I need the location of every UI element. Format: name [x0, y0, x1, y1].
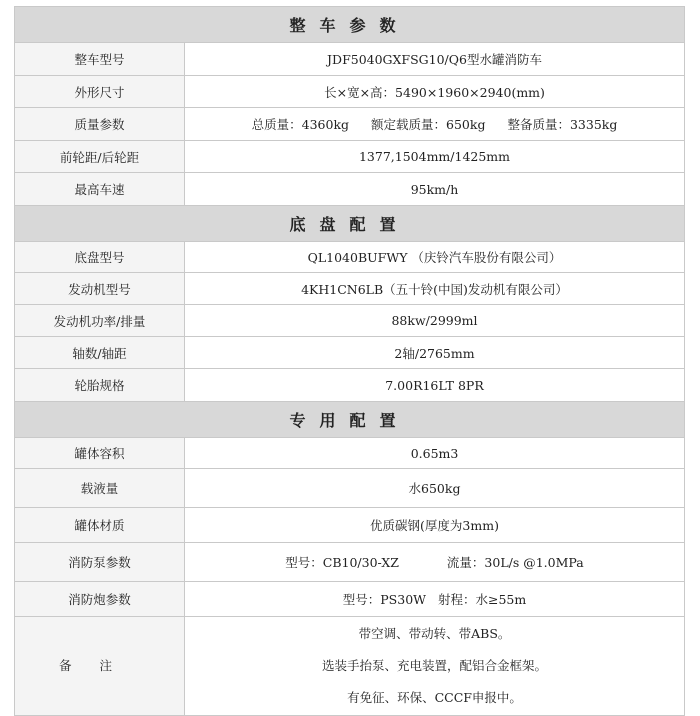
- notes-line-1: 带空调、带动转、带ABS。: [358, 626, 511, 641]
- track-label: 前轮距/后轮距: [15, 141, 185, 173]
- section-header-vehicle: [15, 7, 685, 43]
- table-row: [15, 43, 685, 76]
- section-header-special: [15, 402, 685, 438]
- table-row: [15, 242, 685, 273]
- axles-value: 2轴/2765mm: [185, 337, 685, 369]
- speed-label: 最高车速: [15, 173, 185, 206]
- tank-volume-value: 0.65m3: [185, 438, 685, 469]
- track-value: 1377,1504mm/1425mm: [185, 141, 685, 173]
- model-label: 整车型号: [15, 43, 185, 76]
- pump-flow: 流量：30L/s @1.0MPa: [446, 555, 584, 570]
- table-row: [15, 76, 685, 108]
- section-title-vehicle: 整车参数: [15, 7, 685, 43]
- tank-material-value: 优质碳钢(厚度为3mm): [185, 508, 685, 543]
- mass-label: 质量参数: [15, 108, 185, 141]
- pump-label: 消防泵参数: [15, 543, 185, 582]
- table-row: [15, 305, 685, 337]
- tires-label: 轮胎规格: [15, 369, 185, 402]
- chassis-model-value: QL1040BUFWY （庆铃汽车股份有限公司）: [185, 242, 685, 273]
- section-title-special: 专用配置: [15, 402, 685, 438]
- spec-sheet: [14, 6, 684, 716]
- dimensions-label: 外形尺寸: [15, 76, 185, 108]
- table-row: [15, 508, 685, 543]
- tires-value: 7.00R16LT 8PR: [185, 369, 685, 402]
- table-row: [15, 173, 685, 206]
- model-value: JDF5040GXFSG10/Q6型水罐消防车: [185, 43, 685, 76]
- table-row: [15, 369, 685, 402]
- pump-model: 型号：CB10/30-XZ: [285, 555, 399, 570]
- table-row: [15, 617, 685, 716]
- engine-power-value: 88kw/2999ml: [185, 305, 685, 337]
- section-header-chassis: [15, 206, 685, 242]
- notes-line-2: 选装手抬泵、充电装置，配铝合金框架。: [322, 658, 548, 673]
- axles-label: 轴数/轴距: [15, 337, 185, 369]
- liquid-load-label: 载液量: [15, 469, 185, 508]
- monitor-model: 型号：PS30W: [342, 592, 426, 607]
- monitor-label: 消防炮参数: [15, 582, 185, 617]
- table-row: [15, 141, 685, 173]
- monitor-range: 射程：水≥55m: [438, 592, 527, 607]
- tank-volume-label: 罐体容积: [15, 438, 185, 469]
- engine-model-label: 发动机型号: [15, 273, 185, 305]
- pump-value: [185, 543, 685, 582]
- table-row: [15, 337, 685, 369]
- table-row: [15, 438, 685, 469]
- mass-rated: 额定载质量：650kg: [371, 117, 486, 132]
- notes-label: [15, 617, 185, 716]
- notes-value: [185, 617, 685, 716]
- table-row: [15, 273, 685, 305]
- section-title-chassis: 底盘配置: [15, 206, 685, 242]
- table-row: [15, 582, 685, 617]
- mass-value: [185, 108, 685, 141]
- table-row: [15, 108, 685, 141]
- liquid-load-value: 水650kg: [185, 469, 685, 508]
- chassis-model-label: 底盘型号: [15, 242, 185, 273]
- notes-line-3: 有免征、环保、CCCF申报中。: [347, 690, 522, 705]
- monitor-value: [185, 582, 685, 617]
- dimensions-value: 长×宽×高：5490×1960×2940(mm): [185, 76, 685, 108]
- speed-value: 95km/h: [185, 173, 685, 206]
- engine-power-label: 发动机功率/排量: [15, 305, 185, 337]
- notes-label-text: 备注: [58, 658, 140, 673]
- tank-material-label: 罐体材质: [15, 508, 185, 543]
- engine-model-value: 4KH1CN6LB（五十铃(中国)发动机有限公司）: [185, 273, 685, 305]
- mass-curb: 整备质量：3335kg: [507, 117, 618, 132]
- table-row: [15, 543, 685, 582]
- mass-total: 总质量：4360kg: [251, 117, 350, 132]
- table-row: [15, 469, 685, 508]
- spec-table: [14, 6, 685, 716]
